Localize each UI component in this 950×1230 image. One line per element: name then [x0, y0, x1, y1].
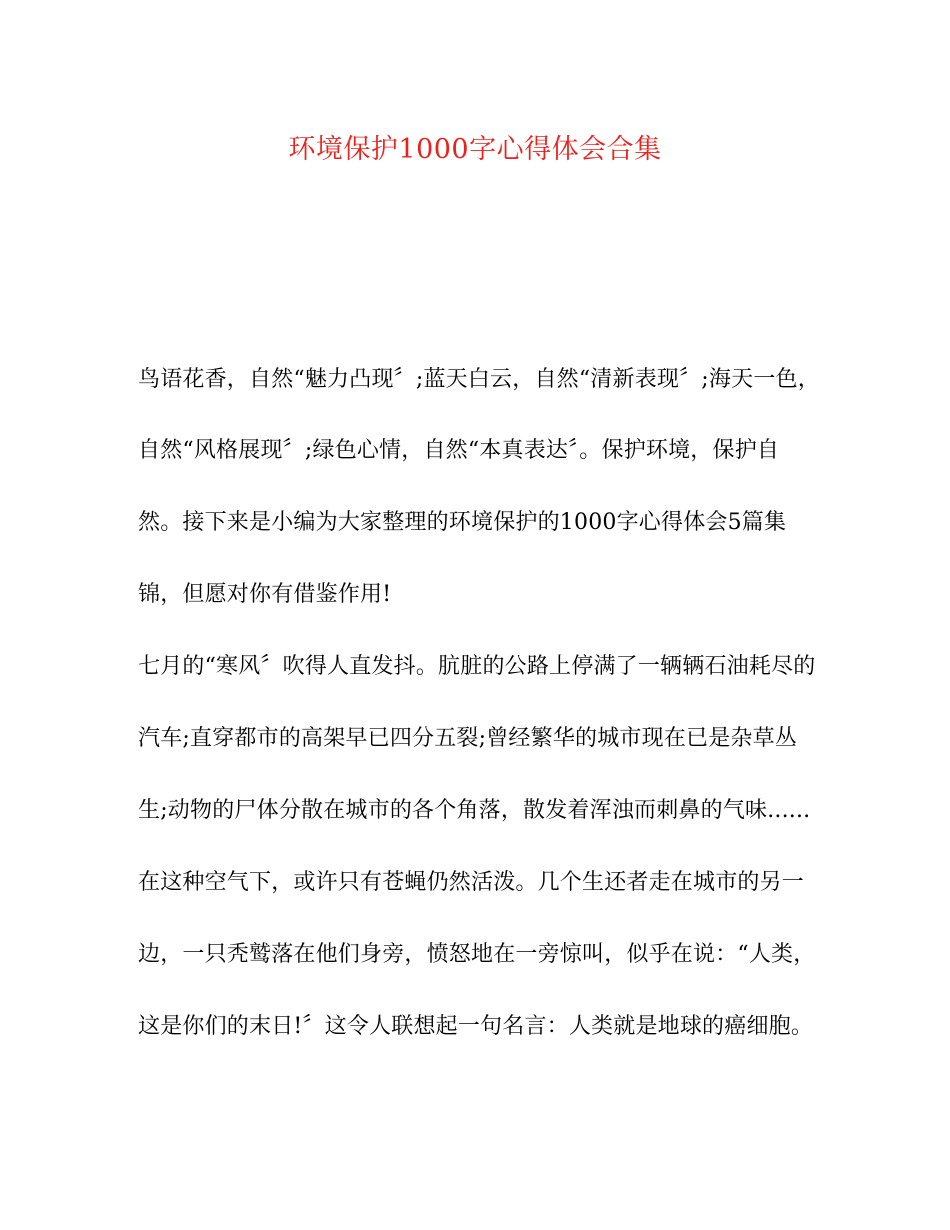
body-line: 七月的“寒风〞吹得人直发抖。肮脏的公路上停满了一辆辆石油耗尽的 — [138, 654, 816, 679]
body-line: 在这种空气下，或许只有苍蝇仍然活泼。几个生还者走在城市的另一 — [138, 870, 805, 895]
body-line: 边，一只秃鹫落在他们身旁，愤怒地在一旁惊叫，似乎在说：“人类， — [138, 942, 816, 967]
body-line: 然。接下来是小编为大家整理的环境保护的1000字心得体会5篇集 — [138, 510, 787, 535]
body-line: 生;动物的尸体分散在城市的各个角落，散发着浑浊而刺鼻的气味...... — [138, 798, 811, 823]
body-line: 鸟语花香，自然“魅力凸现〞;蓝天白云，自然“清新表现〞;海天一色， — [138, 367, 820, 392]
body-line: 汽车;直穿都市的高架早已四分五裂;曾经繁华的城市现在已是杂草丛 — [138, 726, 798, 751]
body-line: 自然“风格展现〞;绿色心情，自然“本真表达〞。保护环境，保护自 — [138, 438, 780, 463]
body-line: 这是你们的末日!〞这令人联想起一句名言：人类就是地球的癌细胞。 — [138, 1014, 814, 1039]
document-title: 环境保护1000字心得体会合集 — [288, 134, 662, 165]
body-line: 锦，但愿对你有借鉴作用! — [138, 582, 392, 607]
